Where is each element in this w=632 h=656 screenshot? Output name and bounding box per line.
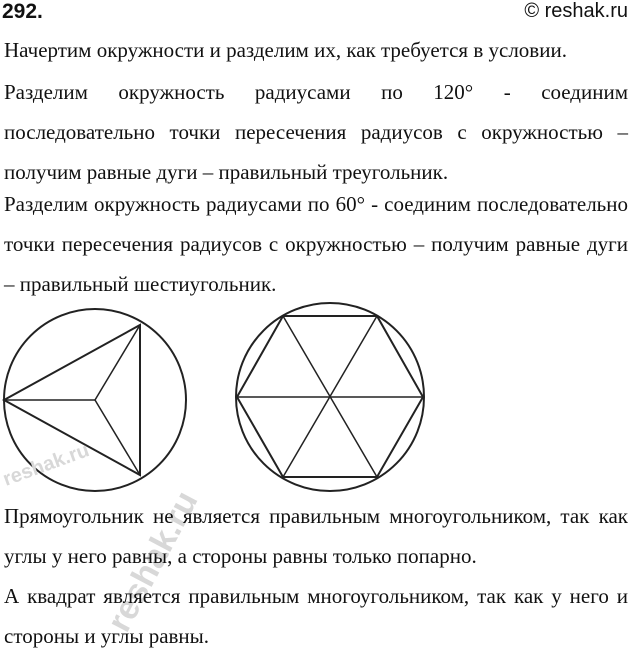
triangle-paragraph: Разделим окружность радиусами по 120° - соединим последовательно точки пересечения радиусов с окружностью – получим равные дуги – правильный треугольник. xyxy=(4,80,628,184)
radius-line xyxy=(95,325,140,400)
hexagon-in-circle-figure xyxy=(232,300,432,500)
site-label: © reshak.ru xyxy=(524,0,628,22)
watermark: reshak.ru xyxy=(0,439,93,491)
task-number: 292. xyxy=(2,0,43,23)
square-paragraph: А квадрат является правильным многоугольником, так как у него и стороны и углы равны. xyxy=(4,584,628,648)
hexagon-paragraph: Разделим окружность радиусами по 60° - соединим последовательно точки пересечения радиусов с окружностью – получим равные дуги – правильный шестиугольник. xyxy=(4,192,628,296)
rectangle-paragraph: Прямоугольник не является правильным многоугольником, так как углы у него равны, а стороны равны только попарно. xyxy=(4,504,628,568)
radius-line xyxy=(95,400,140,475)
intro-paragraph: Начертим окружности и разделим их, как требуется в условии. xyxy=(4,38,567,62)
header xyxy=(0,0,632,28)
watermark: reshak.ru xyxy=(100,484,206,638)
